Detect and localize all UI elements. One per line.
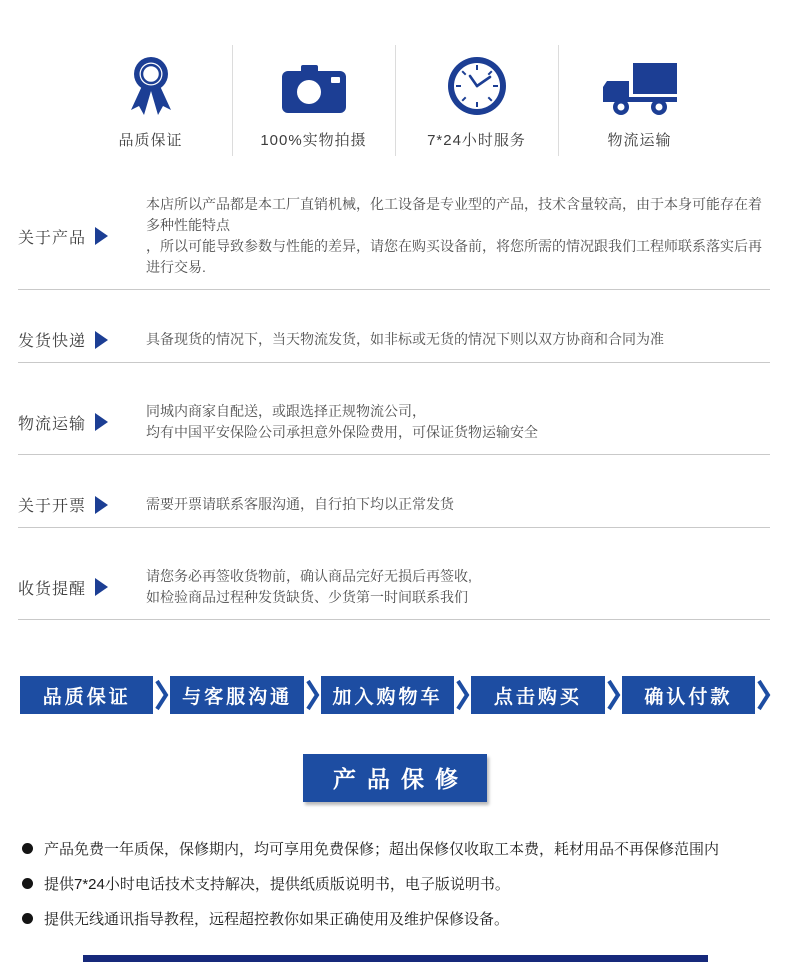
info-row-label-wrap [18, 493, 122, 516]
info-row-text-line: 请您务必再签收货物前，确认商品完好无损后再签收, [146, 568, 472, 584]
features-bar [0, 0, 790, 156]
feature-quality-guarantee [70, 45, 232, 156]
info-rows [0, 194, 790, 620]
warranty-bullet [22, 838, 770, 859]
warranty-bullet [22, 873, 770, 894]
feature-label: 100%实物拍摄 [260, 132, 367, 149]
info-row-text-line: 需要开票请联系客服沟通，自行拍下均以正常发货 [146, 496, 454, 512]
info-row-text-line: 具备现货的情况下，当天物流发货，如非标或无货的情况下则以双方协商和合同为准 [146, 331, 664, 347]
arrow-right-icon [95, 331, 108, 349]
info-row-text-line: 同城内商家自配送，或跟选择正规物流公司， [146, 403, 426, 419]
feature-label: 7*24小时服务 [427, 132, 526, 149]
chevron-right-icon [756, 676, 771, 714]
truck-icon [601, 45, 679, 117]
info-row-text [146, 566, 472, 608]
info-row-label: 关于产品 [18, 229, 87, 247]
info-row-text [146, 401, 538, 443]
warranty-bullets [22, 838, 770, 929]
info-row-text [146, 329, 664, 350]
info-row-label: 关于开票 [18, 498, 87, 515]
arrow-right-icon [95, 578, 108, 596]
info-row-label-wrap [18, 328, 122, 351]
info-row-label: 发货快递 [18, 333, 87, 350]
info-row-label-wrap [18, 225, 122, 248]
info-row-text-line: ，所以可能导致参数与性能的差异，请您在购买设备前，将您所需的情况跟我们工程师联系落实后再进行交易. [146, 238, 762, 275]
info-row-text [146, 494, 454, 515]
bullet-icon [22, 843, 33, 854]
step-add-to-cart: 加入购物车 [321, 676, 454, 714]
info-row-text-line: 如检验商品过程种发货缺货、少货第一时间联系我们 [146, 589, 468, 605]
feature-service-hours [395, 45, 558, 156]
chevron-right-icon [606, 676, 621, 714]
info-row-receiving [18, 566, 770, 620]
bottom-bar [83, 955, 708, 962]
arrow-right-icon [95, 227, 108, 245]
info-row-text [146, 194, 770, 278]
section-title-warranty: 产品保修 [303, 754, 487, 802]
camera-icon [279, 45, 349, 117]
purchase-steps-banner [20, 676, 772, 714]
warranty-bullet-text: 提供无线通讯指导教程，远程超控教你如果正确使用及维护保修设备。 [44, 911, 510, 928]
feature-label: 物流运输 [607, 132, 672, 149]
bullet-icon [22, 878, 33, 889]
chevron-right-icon [305, 676, 320, 714]
info-row-label-wrap [18, 411, 122, 434]
warranty-bullet-text: 提供7*24小时电话技术支持解决，提供纸质版说明书，电子版说明书。 [44, 876, 510, 893]
info-row-label-wrap [18, 576, 122, 599]
chevron-right-icon [455, 676, 470, 714]
feature-logistics [558, 45, 721, 156]
step-quality-guarantee: 品质保证 [20, 676, 153, 714]
info-row-about-product [18, 194, 770, 290]
step-contact-service: 与客服沟通 [170, 676, 303, 714]
clock-icon [446, 45, 508, 117]
feature-label: 品质保证 [118, 132, 183, 149]
info-row-logistics [18, 401, 770, 455]
step-click-buy: 点击购买 [471, 676, 604, 714]
feature-real-photos [232, 45, 395, 156]
info-row-text-line: 均有中国平安保险公司承担意外保险费用，可保证货物运输安全 [146, 424, 538, 440]
info-row-shipping [18, 328, 770, 363]
arrow-right-icon [95, 413, 108, 431]
info-row-label: 物流运输 [18, 415, 87, 433]
info-row-text-line: 本店所以产品都是本工厂直销机械，化工设备是专业型的产品，技术含量较高，由于本身可能存在着多种性能特点 [146, 196, 762, 233]
warranty-bullet-text: 产品免费一年质保，保修期内，均可享用免费保修；超出保修仅收取工本费，耗材用品不再保修范围内 [44, 841, 720, 858]
step-confirm-payment: 确认付款 [622, 676, 755, 714]
medal-icon [121, 45, 181, 117]
info-row-invoice [18, 493, 770, 528]
arrow-right-icon [95, 496, 108, 514]
chevron-right-icon [154, 676, 169, 714]
info-row-label: 收货提醒 [18, 580, 87, 598]
